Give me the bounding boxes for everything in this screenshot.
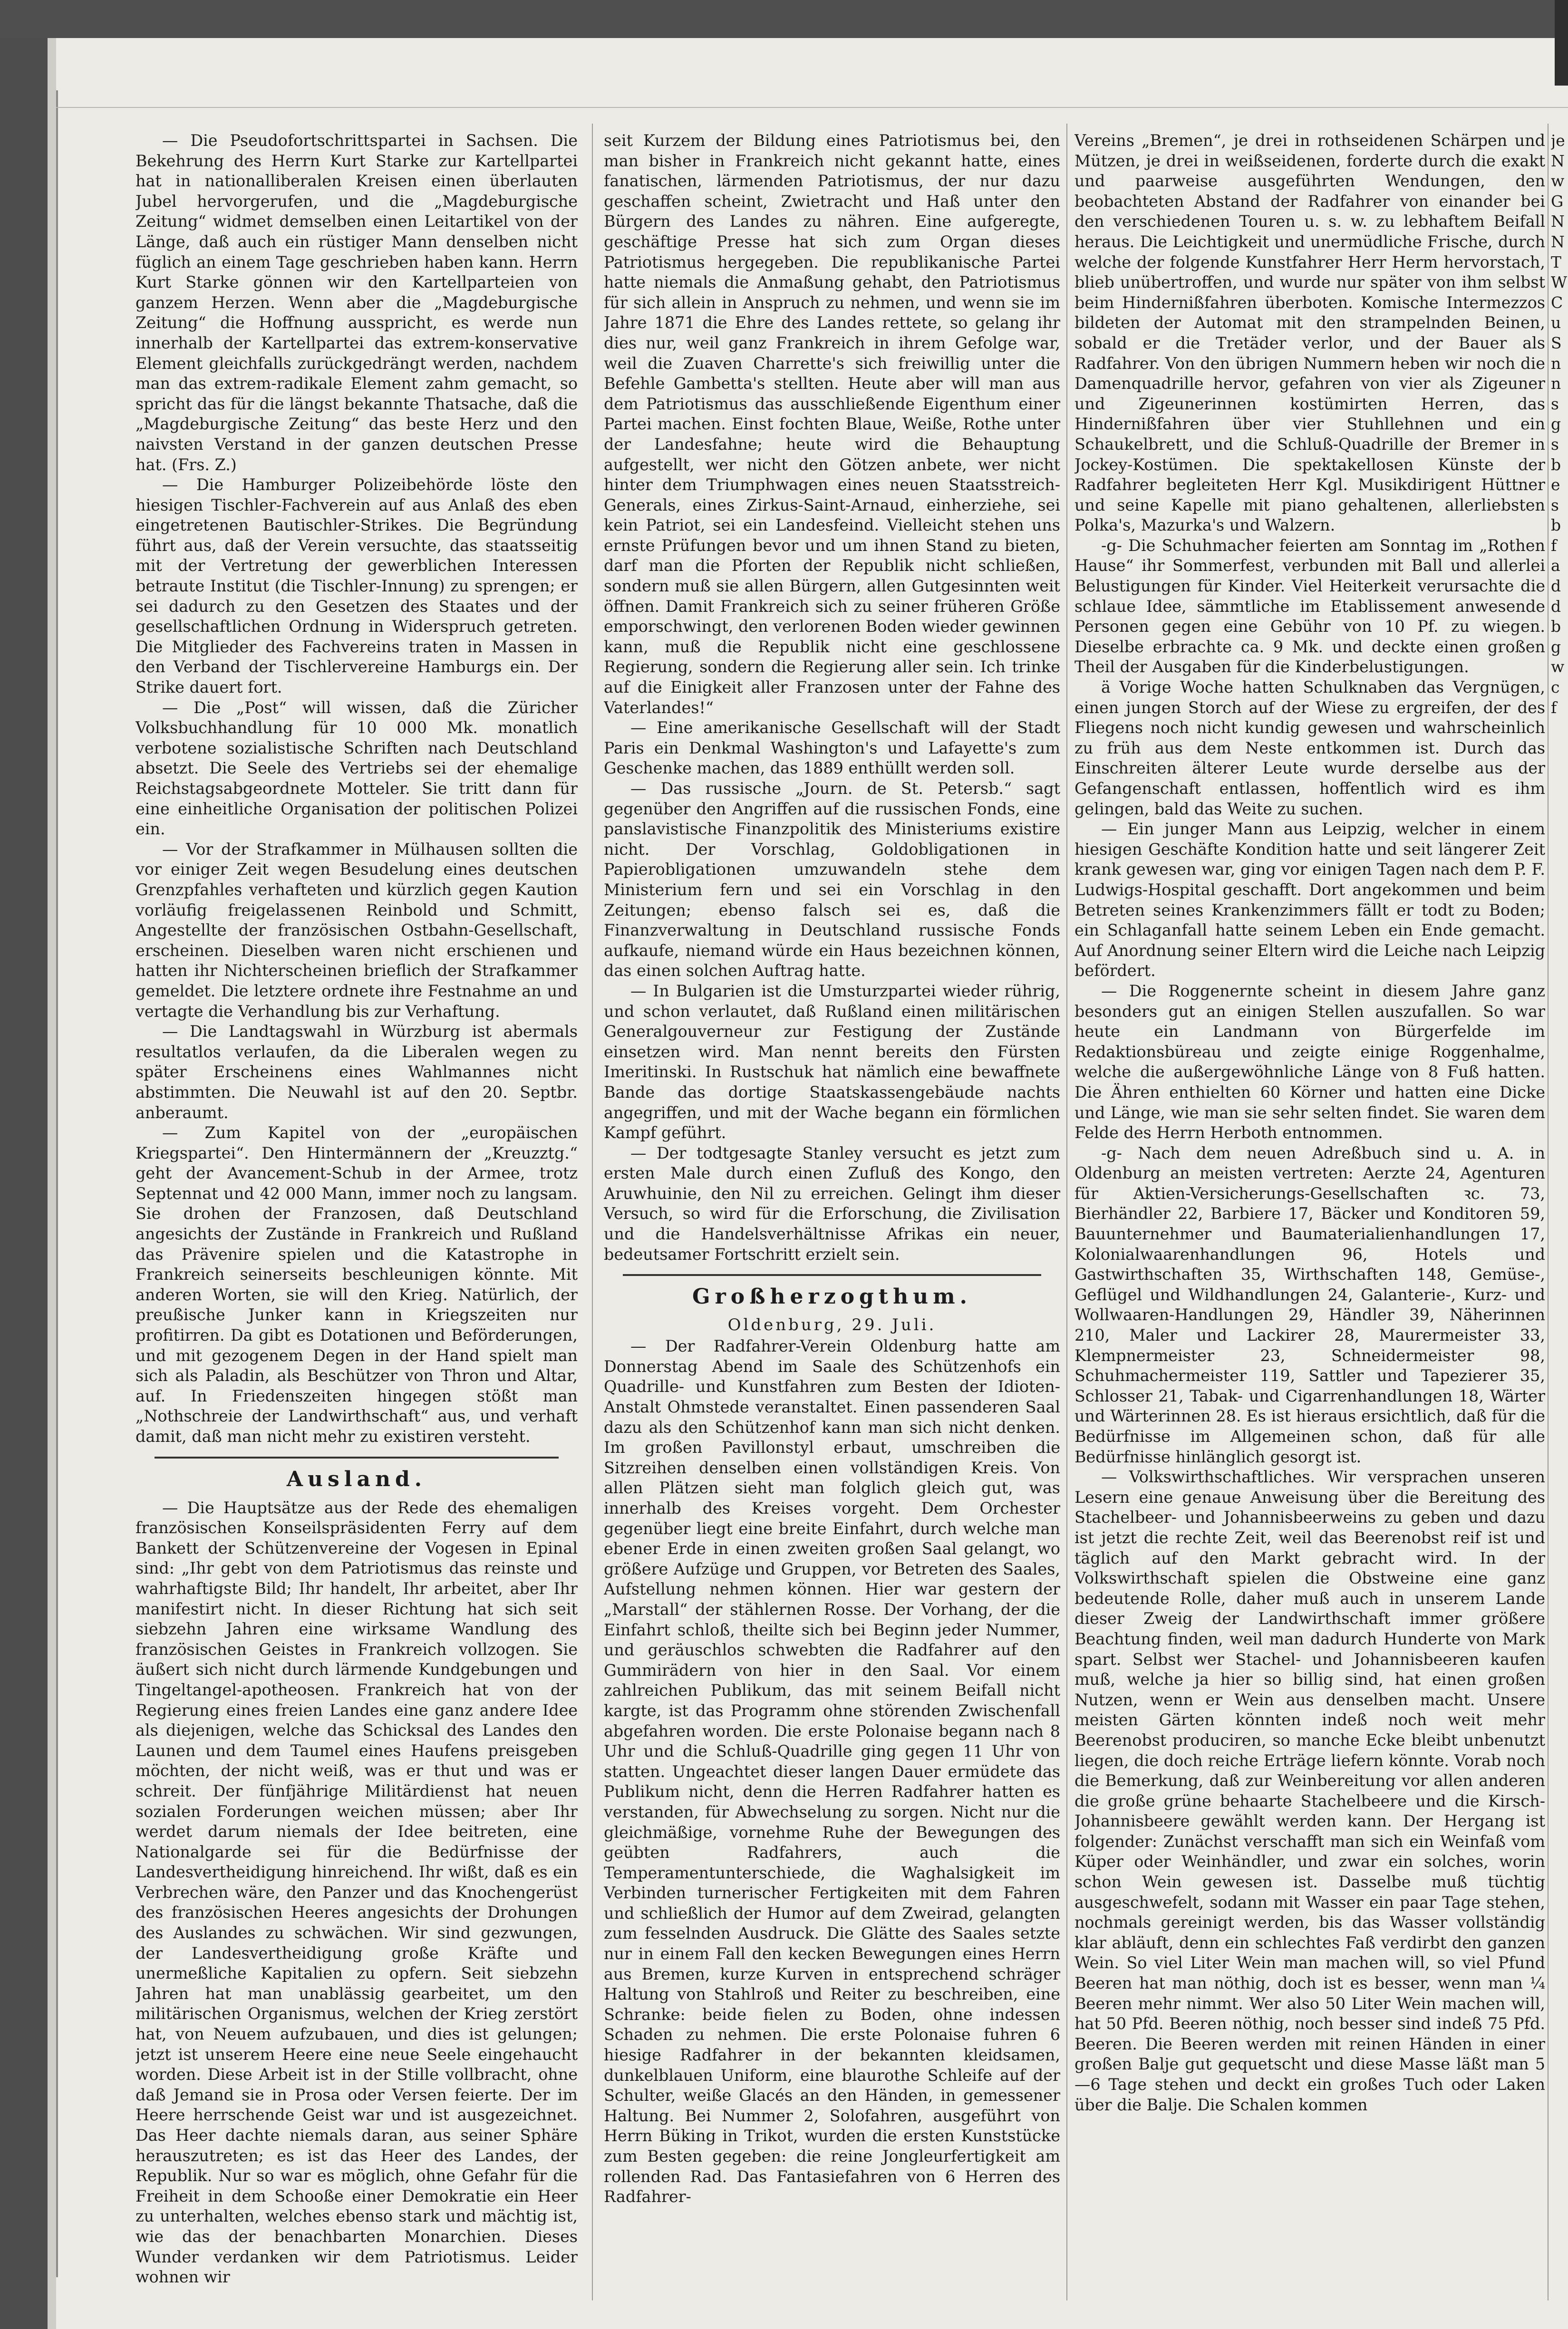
cut-text-fragment: f: [1551, 536, 1557, 555]
cut-text-fragment: N: [1551, 151, 1565, 170]
article-paragraph: — Die Hauptsätze aus der Rede des ehemaligen französischen Konseilspräsidenten Ferry auf dem Bankett der Schützenvereine der Vogesen in Epinal sind: „Ihr gebt von dem Patriotismus das reinste und wahrhaftigste Bild; Ihr handelt, Ihr arbeitet, aber Ihr manifestirt nicht. In dieser Richtung hat sich seit siebzehn Jahren eine wirksame Wandlung des französischen Geistes in Frankreich vollzogen. Sie äußert sich nicht durch lärmende Kundgebungen und Tingeltangel-apotheosen. Frankreich hat von der Regierung eines freien Landes eine ganz andere Idee als diejenigen, welche das Schicksal des Landes den Launen und dem Taumel eines Haufens preisgeben möchten, der nicht weiß, was er thut und was er schreit. Der fünfjährige Militärdienst hat neuen sozialen Forderungen weichen müssen; aber Ihr werdet darum niemals der Idee beitreten, eine Nationalgarde sei für die Bedürfnisse der Landesvertheidigung hinreichend. Ihr wißt, daß es ein Verbrechen wäre, den Panzer und das Knochengerüst des französischen Heeres angesichts der Drohungen des Auslandes zu schwächen. Wir sind gezwungen, der Landesvertheidigung große Kräfte und unermeßliche Kapitalien zu opfern. Seit siebzehn Jahren hat man unablässig gearbeitet, um den militärischen Organismus, welchen der Krieg zerstört hat, von Neuem aufzubauen, und dies ist gelungen; jetzt ist unserem Heere eine neue Seele eingehaucht worden. Diese Arbeit ist in der Stille vollbracht, ohne daß Jemand sie in Prosa oder Versen feierte. Der im Heere herrschende Geist war und ist ausgezeichnet. Das Heer dachte niemals daran, aus seiner Sphäre herauszutreten; es ist das Heer des Landes, der Republik. Nur so war es möglich, ohne Gefahr für die Freiheit in dem Schooße einer Demokratie ein Heer zu unterhalten, welches ebenso stark und mächtig ist, wie das der benachbarten Monarchien. Dieses Wunder verdanken wir dem Patriotismus. Leider wohnen wir: [136, 1498, 578, 2287]
cut-text-fragment: G: [1551, 192, 1564, 211]
cut-text-fragment: w: [1551, 172, 1565, 191]
cut-text-fragment: S: [1551, 333, 1562, 352]
section-heading: Ausland.: [286, 1467, 427, 1491]
cut-text-fragment: c: [1551, 678, 1560, 697]
cut-text-fragment: a: [1551, 556, 1560, 575]
cut-text-fragment: N: [1551, 232, 1565, 251]
text-column-2: [604, 131, 1060, 2310]
column-rule: [1548, 124, 1549, 2300]
cut-text-fragment: W: [1551, 273, 1567, 292]
cut-text-fragment: b: [1551, 516, 1561, 535]
article-paragraph: — Volkswirthschaftliches. Wir versprachen unseren Lesern eine genaue Anweisung über die Bereitung des Stachelbeer- und Johannisbeerweins zu geben und dazu ist jetzt die rechte Zeit, weil das Beerenobst reif ist und täglich auf den Markt gebracht wird. In der Volkswirthschaft spielen die Obstweine eine ganz bedeutende Rolle, daher muß auch in unserem Lande dieser Zweig der Landwirthschaft immer größere Beachtung finden, weil man dadurch Hunderte von Mark spart. Selbst wer Stachel- und Johannisbeeren kaufen muß, welche ja hier so billig sind, hat einen großen Nutzen, wenn er Wein aus denselben macht. Unsere meisten Gärten könnten indeß noch weit mehr Beerenobst produciren, so manche Ecke bleibt unbenutzt liegen, die doch reiche Erträge liefern könnte. Vorab noch die Bemerkung, daß zur Weinbereitung vor allen anderen die große grüne behaarte Stachelbeere und die Kirsch-Johannisbeere gewählt werden kann. Der Hergang ist folgender: Zunächst verschafft man sich ein Weinfaß vom Küper oder Weinhändler, und zwar ein solches, worin schon Wein gewesen ist. Dasselbe muß tüchtig ausgeschwefelt, sodann mit Wasser ein paar Tage stehen, nochmals gereinigt werden, bis das Wasser vollständig klar abläuft, denn ein schlechtes Faß verdirbt den ganzen Wein. So viel Liter Wein man machen will, so viel Pfund Beeren hat man nöthig, doch ist es besser, wenn man ¼ Beeren mehr nimmt. Wer also 50 Liter Wein machen will, hat 50 Pfd. Beeren nöthig, noch besser sind indeß 75 Pfd. Beeren. Die Beeren werden mit reinen Händen in einer großen Balje gut gequetscht und diese Masse läßt man 5—6 Tage stehen und deckt ein großes Tuch oder Laken über die Balje. Die Schalen kommen: [1074, 1468, 1545, 2114]
article-paragraph: — Die „Post“ will wissen, daß die Züricher Volksbuchhandlung für 10 000 Mk. monatlich verbotene sozialistische Schriften nach Deutschland absetzt. Die Seele des Vertriebs sei der ehemalige Reichstagsabgeordnete Motteler. Sie tritt dann für eine einheitliche Organisation der politischen Polizei ein.: [136, 698, 578, 839]
text-column-1: [136, 131, 578, 2310]
scanner-bed-top: [0, 0, 1568, 38]
page-binding-shadow: [48, 38, 56, 2329]
article-paragraph: — Die Hamburger Polizeibehörde löste den hiesigen Tischler-Fachverein auf aus Anlaß des eben eingetretenen Bautischler-Strikes. Die Begründung führt aus, daß der Verein versuchte, das staatsseitig mit der Vertretung der gewerblichen Interessen betraute Institut (die Tischler-Innung) zu sprengen; er sei dadurch zu den Gesetzen des Staates und der gesellschaftlichen Ordnung in Widerspruch getreten. Die Mitglieder des Fachvereins traten in Massen in den Verband der Tischlervereine Hamburgs ein. Der Strike dauert fort.: [136, 475, 578, 697]
article-paragraph: ä Vorige Woche hatten Schulknaben das Vergnügen, einen jungen Storch auf der Wiese zu ergreifen, der des Fliegens noch nicht kundig gewesen und wahrscheinlich zu früh aus dem Neste entkommen ist. Durch das Einschreiten älterer Leute wurde derselbe aus der Gefangenschaft entlassen, hoffentlich wird es ihm gelingen, bald das Weite zu suchen.: [1074, 678, 1545, 818]
article-paragraph: -g- Die Schuhmacher feierten am Sonntag im „Rothen Hause“ ihr Sommerfest, verbunden mit Ball und allerlei Belustigungen für Kinder. Viel Heiterkeit verursachte die schlaue Idee, sämmtliche im Etablissement anwesende Personen gegen eine Gebühr von 10 Pf. zu wiegen. Dieselbe erbrachte ca. 9 Mk. und deckte einen großen Theil der Ausgaben für die Kinderbelustigungen.: [1074, 536, 1545, 676]
column-rule: [1066, 124, 1067, 2300]
cut-text-fragment: b: [1551, 617, 1561, 636]
cut-text-fragment: n: [1551, 354, 1561, 373]
article-paragraph: — In Bulgarien ist die Umsturzpartei wieder rührig, und schon verlautet, daß Rußland einen militärischen Generalgouverneur zur Festigung der Zustände einsetzen wird. Man nennt bereits den Fürsten Imeritinski. In Rustschuk hat nämlich eine bewaffnete Bande das dortige Staatskassengebäude nachts angegriffen, und mit der Wache begann ein förmlichen Kampf geführt.: [604, 981, 1060, 1142]
cut-text-fragment: d: [1551, 597, 1561, 616]
cut-text-fragment: T: [1551, 252, 1562, 271]
article-paragraph: — Eine amerikanische Gesellschaft will der Stadt Paris ein Denkmal Washington's und Lafayette's zum Geschenke machen, das 1889 enthüllt werden soll.: [604, 718, 1060, 778]
section-rule: [155, 1457, 559, 1459]
text-column-4-cut: [1551, 131, 1568, 2310]
column-rule: [592, 124, 593, 2300]
article-paragraph: seit Kurzem der Bildung eines Patriotismus bei, den man bisher in Frankreich nicht gekannt hatte, eines fanatischen, lärmenden Patriotismus, der nur dazu geschaffen scheint, Zwietracht und Haß unter den Bürgern des Landes zu nähren. Eine aufgeregte, geschäftige Presse hat sich zum Organ dieses Patriotismus hergegeben. Die republikanische Partei hatte niemals die Anmaßung gehabt, den Patriotismus für sich allein in Anspruch zu nehmen, und wenn sie im Jahre 1871 die Ehre des Landes rettete, so gelang ihr dies nur, weil ganz Frankreich in ihrem Gefolge war, weil die Zuaven Charrette's sich freiwillig unter die Befehle Gambetta's stellten. Heute aber will man aus dem Patriotismus das ausschließende Eigenthum einer Partei machen. Einst fochten Blaue, Weiße, Rothe unter der Landesfahne; heute wird die Behauptung aufgestellt, wer nicht den Götzen anbete, wer nicht hinter dem Triumphwagen eines neuen Staatsstreich-Generals, eines Zirkus-Saint-Arnaud, einherziehe, sei kein Patriot, sei ein Landesfeind. Vielleicht stehen uns ernste Prüfungen bevor und um ihnen Stand zu bieten, darf man die Pforten der Republik nicht schließen, sondern muß sie allen Bürgern, allen Gutgesinnten weit öffnen. Damit Frankreich sich zu seiner früheren Größe emporschwingt, den verlorenen Boden wieder gewinnen kann, muß die Republik nicht eine geschlossene Regierung, sondern die Regierung aller sein. Ich trinke auf die Einigkeit aller Franzosen unter der Fahne des Vaterlandes!“: [604, 131, 1060, 717]
cut-text-fragment: u: [1551, 313, 1561, 332]
article-paragraph: — Der Radfahrer-Verein Oldenburg hatte am Donnerstag Abend im Saale des Schützenhofs ein Quadrille- und Kunstfahren zum Besten der Idioten-Anstalt Ohmstede veranstaltet. Einen passenderen Saal dazu als den Schützenhof kann man sich nicht denken. Im großen Pavillonstyl erbaut, umschreiben die Sitzreihen denselben einen vollständigen Kreis. Von allen Plätzen sieht man folglich gleich gut, was innerhalb des Kreises vorgeht. Dem Orchester gegenüber liegt eine breite Einfahrt, durch welche man ebener Erde in einen zweiten großen Saal gelangt, wo größere Aufzüge und Gruppen, vor Betreten des Saales, Aufstellung nehmen können. Hier war gestern der „Marstall“ der stählernen Rosse. Der Vorhang, der die Einfahrt schloß, theilte sich bei Beginn jeder Nummer, und geräuschlos schwebten die Radfahrer auf den Gummirädern von hier in den Saal. Vor einem zahlreichen Publikum, das mit seinem Beifall nicht kargte, ist das Programm ohne störenden Zwischenfall abgefahren worden. Die erste Polonaise begann nach 8 Uhr und die Schluß-Quadrille ging gegen 11 Uhr von statten. Ungeachtet dieser langen Dauer ermüdete das Publikum nicht, denn die Herren Radfahrer hatten es verstanden, für Abwechselung zu sorgen. Nicht nur die gleichmäßige, vornehme Ruhe der Bewegungen des geübten Radfahrers, auch die Temperamentunterschiede, die Waghalsigkeit im Verbinden turnerischer Fertigkeiten mit dem Fahren und schließlich der Humor auf dem Zweirad, gelangten zum fesselnden Ausdruck. Die Glätte des Saales setzte nur in einem Fall den kecken Bewegungen eines Herrn aus Bremen, kurze Kurven in entsprechend schräger Haltung von Stahlroß und Reiter zu beschreiben, eine Schranke: beide fielen zu Boden, ohne indessen Schaden zu nehmen. Die erste Polonaise fuhren 6 hiesige Radfahrer in der bekannten kleidsamen, dunkelblauen Uniform, eine blaurothe Schleife auf der Schulter, weiße Glacés an den Händen, in gemessener Haltung. Bei Nummer 2, Solofahren, ausgeführt von Herrn Büking in Trikot, wurden die ersten Kunststücke zum Besten gegeben: die reine Jongleurfertigkeit am rollenden Rad. Das Fantasiefahren von 6 Herren des Radfahrer-: [604, 1337, 1060, 2206]
section-heading: Großherzogthum.: [692, 1285, 972, 1309]
article-paragraph: — Vor der Strafkammer in Mülhausen sollten die vor einiger Zeit wegen Besudelung eines deutschen Grenzpfahles verhafteten und kürzlich gegen Kaution vorläufig freigelassenen Reinbold und Schmitt, Angestellte der französischen Ostbahn-Gesellschaft, erscheinen. Dieselben waren nicht erschienen und hatten ihr Nichterscheinen brieflich der Strafkammer gemeldet. Die letztere ordnete ihre Festnahme an und vertagte die Verhandlung bis zur Verhaftung.: [136, 840, 578, 1021]
cut-text-fragment: g: [1551, 415, 1561, 434]
page-frame-line: [56, 90, 58, 2277]
article-paragraph: — Die Pseudofortschrittspartei in Sachsen. Die Bekehrung des Herrn Kurt Starke zur Kartellpartei hat in nationalliberalen Kreisen einen überlauten Jubel hervorgerufen, und die „Magdeburgische Zeitung“ widmet demselben einen Leitartikel von der Länge, daß auch ein rüstiger Mann denselben nicht füglich an einem Tage geschrieben haben kann. Herrn Kurt Starke gönnen wir den Kartellparteien von ganzem Herzen. Wenn aber die „Magdeburgische Zeitung“ die Hoffnung ausspricht, es werde nun innerhalb der Kartellpartei das extrem-konservative Element gleichfalls zurückgedrängt werden, nachdem man das extrem-radikale Element zahm gemacht, so spricht das für die längst bekannte Thatsache, daß die „Magdeburgische Zeitung“ das beste Herz und den naivsten Verstand in der ganzen deutschen Presse hat. (Frs. Z.): [136, 131, 578, 474]
article-paragraph: -g- Nach dem neuen Adreßbuch sind u. A. in Oldenburg an meisten vertreten: Aerzte 24, Agenturen für Aktien-Versicherungs-Gesellschaften ꝛc. 73, Bierhändler 22, Barbiere 17, Bäcker und Konditoren 59, Bauunternehmer und Baumaterialienhandlungen 17, Kolonialwaarenhandlungen 96, Hotels und Gastwirthschaften 35, Wirthschaften 148, Gemüse-, Geflügel und Wildhandlungen 24, Galanterie-, Kurz- und Wollwaaren-Handlungen 29, Händler 39, Näherinnen 210, Maler und Lackirer 28, Maurermeister 33, Klempnermeister 23, Schneidermeister 98, Schuhmachermeister 119, Sattler und Tapezierer 35, Schlosser 21, Tabak- und Cigarrenhandlungen 18, Wärter und Wärterinnen 28. Es ist hieraus ersichtlich, daß für die Bedürfnisse im Allgemeinen schon, daß für alle Bedürfnisse hinlänglich gesorgt ist.: [1074, 1143, 1545, 1466]
cut-text-fragment: e: [1551, 475, 1560, 494]
cut-text-fragment: je: [1551, 131, 1565, 150]
article-paragraph: — Ein junger Mann aus Leipzig, welcher in einem hiesigen Geschäfte Kondition hatte und seit längerer Zeit krank gewesen war, ging vor einigen Tagen nach dem P. F. Ludwigs-Hospital geschafft. Dort angekommen und beim Betreten seines Krankenzimmers fällt er todt zu Boden; ein Schlaganfall hatte seinem Leben ein Ende gemacht. Auf Anordnung seiner Eltern wird die Leiche nach Leipzig befördert.: [1074, 820, 1545, 980]
dateline: Oldenburg, 29. Juli.: [727, 1315, 937, 1335]
article-paragraph: — Die Roggenernte scheint in diesem Jahre ganz besonders gut an einigen Stellen auszufallen. So war heute ein Landmann von Bürgerfelde im Redaktionsbüreau und zeigte einige Roggenhalme, welche die außergewöhnliche Länge von 8 Fuß hatten. Die Ähren enthielten 60 Körner und hatten eine Dicke und Länge, wie man sie sehr selten findet. Sie waren dem Felde des Herrn Herboth entnommen.: [1074, 981, 1545, 1142]
article-paragraph: — Das russische „Journ. de St. Petersb.“ sagt gegenüber den Angriffen auf die russischen Fonds, eine panslavistische Finanzpolitik des Ministeriums existire nicht. Der Vorschlag, Goldobligationen in Papierobligationen umzuwandeln stehe dem Ministerium fern und sei ein Vorschlag in den Zeitungen; ebenso falsch sei es, daß die Finanzverwaltung in Deutschland russische Fonds aufkaufe, niemand würde ein Haus bezeichnen können, das einen solchen Auftrag hatte.: [604, 779, 1060, 980]
article-paragraph: — Zum Kapitel von der „europäischen Kriegspartei“. Den Hintermännern der „Kreuzztg.“ geht der Avancement-Schub in der Armee, trotz Septennat und 42 000 Mann, immer noch zu langsam. Sie drohen der Franzosen, daß Deutschland angesichts der Zustände in Frankreich und Rußland das Prävenire spielen und die Katastrophe in Frankreich seinerseits beschleunigen könnte. Mit anderen Worten, sie will den Krieg. Natürlich, der preußische Junker kann in Kriegszeiten nur profitirren. Da gibt es Dotationen und Beförderungen, und mit gezogenem Degen in der Hand spielt man sich als Paladin, als Beschützer von Thron und Altar, auf. In Friedenszeiten hingegen stößt man „Nothschreie der Landwirthschaft“ aus, und verhaft damit, daß man nicht mehr zu existiren versteht.: [136, 1123, 578, 1446]
cut-text-fragment: g: [1551, 637, 1561, 656]
scanner-edge: [1555, 0, 1568, 86]
cut-text-fragment: s: [1551, 435, 1559, 454]
article-paragraph: — Der todtgesagte Stanley versucht es jetzt zum ersten Male durch einen Zufluß des Kongo, den Aruwhuinie, den Nil zu erreichen. Gelingt ihm dieser Versuch, so wird für die Erforschung, die Zivilisation und die Handelsverhältnisse Afrikas ein neuer, bedeutsamer Fortschritt erzielt sein.: [604, 1143, 1060, 1264]
cut-text-fragment: w: [1551, 657, 1565, 676]
article-paragraph: — Die Landtagswahl in Würzburg ist abermals resultatlos verlaufen, da die Liberalen wegen zu später Erscheinens eines Wahlmannes nicht abstimmten. Die Neuwahl ist auf den 20. Septbr. anberaumt.: [136, 1022, 578, 1122]
cut-text-fragment: N: [1551, 212, 1565, 231]
cut-text-fragment: C: [1551, 293, 1563, 312]
page-top-line: [56, 107, 1568, 108]
cut-text-fragment: n: [1551, 374, 1561, 393]
article-paragraph: Vereins „Bremen“, je drei in rothseidenen Schärpen und Mützen, je drei in weißseidenen, forderte durch die exakt und paarweise ausgeführten Wendungen, den beobachteten Abstand der Radfahrer von einander bei den verschiedenen Touren u. s. w. zu lebhaftem Beifall heraus. Die Leichtigkeit und unermüdliche Frische, durch welche der folgende Kunstfahrer Herr Herm hervorstach, blieb unübertroffen, und wurde nur später von ihm selbst beim Hindernißfahren überboten. Komische Intermezzos bildeten der Automat mit den strampelnden Beinen, sobald er die Tretäder verlor, und der Bauer als Radfahrer. Von den übrigen Nummern heben wir noch die Damenquadrille hervor, gefahren von vier als Zigeuner und Zigeunerinnen kostümirten Herren, das Hindernißfahren über vier Stuhllehnen und ein Schaukelbrett, und die Schluß-Quadrille der Bremer in Jockey-Kostümen. Die spektakellosen Künste der Radfahrer begleiteten Herr Kgl. Musikdirigent Hüttner und seine Kapelle mit piano gehaltenen, allerliebsten Polka's, Mazurka's und Walzern.: [1074, 131, 1545, 535]
cut-text-fragment: s: [1551, 495, 1559, 514]
cut-text-fragment: f: [1551, 698, 1557, 717]
cut-text-fragment: s: [1551, 394, 1559, 413]
cut-text-fragment: b: [1551, 455, 1561, 474]
text-column-3: [1074, 131, 1545, 2310]
cut-text-fragment: d: [1551, 577, 1561, 596]
section-rule: [623, 1274, 1041, 1276]
